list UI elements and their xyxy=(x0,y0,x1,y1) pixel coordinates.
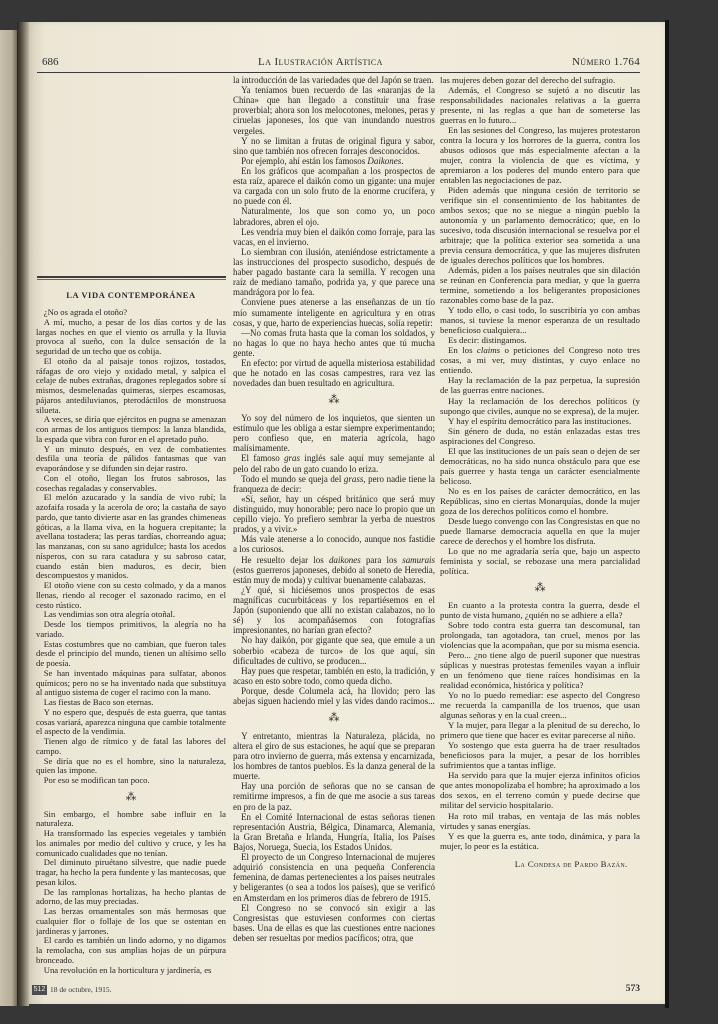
paragraph: El que las instituciones de un país sean o dejen de ser democráticas, no ha sido nunca obstáculo para que ese país guerree y hasta tenga un carácter esencialmente belicoso. xyxy=(440,445,640,486)
text-run: (estos guerreros japoneses, debido al soneto de Heredia, están muy de moda) y cultivar buenamente calabazas. xyxy=(233,564,435,585)
paragraph: Del diminuto piruétano silvestre, que nadie puede tragar, ha hecho la pera fundente y las mantecosas, que pesan kilos. xyxy=(36,857,226,887)
text-run: o peticiones del Congreso noto tres cosas, a mi ver, muy distintas, y cuyo enlace no entiendo. xyxy=(440,345,640,376)
paragraph: Se diría que no es el hombre, sino la naturaleza, quien las impone. xyxy=(36,755,226,776)
paragraph: Y la mujer, para llegar a la plenitud de su derecho, lo primero que tiene que hacer es evitar parecerse al niño. xyxy=(440,720,640,741)
paragraph: Además, el Congreso se sujetó a no discutir las responsabilidades nacionales relativas a la guerra presente, ni las reglas a que han de someterse las guerras en lo futuro... xyxy=(440,85,640,126)
column-text xyxy=(233,75,435,943)
paragraph: El melón azucarado y la sandía de vivo rubí; la azofaifa rosada y la acerola de oro; la castaña de sayo pardo, que tanto divierte asar en las grandes chimeneas góticas, a la llama viva, en la hoguera crepitante; la avellana tostadera; las peras tardías, chorreando agua; las manzanas, con su sano agridulce; hasta los acedos nísperos, con su rara catadura y su sabroso catar, cuando están bien maduros, es decir, bien descompuestos y manidos. xyxy=(36,492,226,581)
paragraph: Ya teníamos buen recuerdo de las «naranjas de la China» que han llegado a constituir una frase proverbial; ahora son los melocotones, melones, peras y ciruelas japoneses, los que van inundando nuestros vergeles. xyxy=(233,85,435,136)
paragraph: Y no se limitan a frutas de original figura y sabor, sino que también nos ofrecen forrajes desconocidos. xyxy=(233,135,435,156)
paragraph: Yo no lo puedo remediar: ese aspecto del Congreso me recuerda la campanilla de los truenos, que usan algunas señoras y en la cual creen... xyxy=(440,690,640,721)
paragraph: Hay la reclamación de la paz perpetua, la supresión de las guerras entre naciones. xyxy=(440,375,640,396)
author-signature: La Condesa de Pardo Bazán. xyxy=(514,858,628,869)
binding-shadow xyxy=(17,22,29,1006)
paragraph: «Sí, señor, hay un césped británico que será muy distinguido, muy honorable; pero nace lo propio que un cepillo viejo. Yo prefiero sembrar la yerba de nuestros prados, y a vivir.» xyxy=(233,493,435,535)
paragraph xyxy=(233,555,435,585)
issue-number: Número 1.764 xyxy=(572,56,640,68)
text-run: inglés sale aquí muy semejante al pelo del rabo de un gato cuando lo eriza. xyxy=(233,453,435,474)
paragraph: Yo soy del número de los inquietos, que sienten un estímulo que les obliga a estar siempre experimentando; pero confieso que, en materia agrícola, hago malísimamente. xyxy=(233,413,435,454)
paragraph: Y entretanto, mientras la Naturaleza, plácida, no altera el giro de sus estaciones, he aquí que se preparan para otro invierno de guerra, más extensa y encarnizada, los hombres de tantos pueblos. Es la danza general de la muerte. xyxy=(233,730,435,782)
paragraph: —No comas fruta hasta que la coman los soldados, y no hagas lo que no haya hecho antes que tú mucha gente. xyxy=(233,327,435,358)
paragraph: El otoño da al paisaje tonos rojizos, tostados, ráfagas de oro viejo y oxidado metal, y salpica el celaje de nubes extrañas, dragones replegados sobre sí mismos, desmelenadas quimeras, sierpes escamosas, pájaros antediluvianos, pterodáctilos de monstruosa silueta. xyxy=(36,355,226,415)
section-separator: ⁂ xyxy=(125,789,137,803)
paragraph: ¿Y qué, si hiciésemos unos prospectos de esas magníficas cucurbitáceas y los repartiésemos en el Japón (suponiendo que allí no existan calabazos, no lo sé) y los acompañásemos con fotografías impresionantes, no harían gran efecto? xyxy=(233,584,435,636)
header-rule xyxy=(37,72,640,73)
paragraph: Por eso se modifican tan poco. xyxy=(43,775,150,785)
paragraph: Desde luego convengo con las Congresistas en que no puede llamarse democracia aquella en que la mujer carece de derechos y el hombre los disfruta. xyxy=(440,515,640,546)
paragraph: Yo sostengo que esta guerra ha de traer resultados beneficiosos para la mujer, a pesar de los horribles sufrimientos que a tantas inflige. xyxy=(440,740,640,771)
paragraph: De las ramplonas hortalizas, ha hecho plantas de adorno, de las muy preciadas. xyxy=(36,886,226,907)
paragraph: Lo que no me agradaría sería que, bajo un aspecto feminista y social, se rebozase una mera parcialidad política. xyxy=(440,545,640,576)
paragraph: Piden además que ninguna cesión de territorio se verifique sin el consentimiento de los habitantes de ambos sexos; que no se niegue a ningún pueblo la autonomía y un parlamento democrático; que, en lo sucesivo, toda discusión internacional se resuelva por el arbitraje; que la política exterior sea sometida a una previa censura democrática, y que las mujeres disfruten de iguales derechos políticos que los hombres. xyxy=(440,185,640,266)
section-separator: ⁂ xyxy=(534,580,546,594)
paragraph: En efecto: por virtud de aquella misteriosa estabilidad que he notado en las cosas campestres, rara vez las novedades dan buen resultado en agricultura. xyxy=(233,358,435,389)
paragraph: Sin género de duda, no están enlazadas estas tres aspiraciones del Congreso. xyxy=(440,425,640,446)
paragraph: Sin embargo, el hombre sabe influir en la naturaleza. xyxy=(36,808,226,829)
column-text xyxy=(440,75,640,851)
text-run: El famoso xyxy=(241,453,285,464)
paragraph: En el Comité Internacional de estas señoras tienen representación Austria, Bélgica, Dinamarca, Alemania, la Gran Bretaña e Irlanda, Hungría, Italia, los Países Bajos, Noruega, Suecia, los Estados Unidos. xyxy=(233,811,435,853)
italic-word: gras xyxy=(284,453,300,464)
publication-title: La Ilustración Artística xyxy=(258,56,383,68)
italic-word: samurais xyxy=(402,554,435,565)
paragraph: Pero... ¿no tiene algo de pueril suponer que nuestras súplicas y nuestras protestas femeniles vayan a influir en un fenómeno que tiene raíces hondísimas en la realidad económica, histórica y política? xyxy=(440,650,640,691)
paragraph xyxy=(233,156,435,166)
article-column-1 xyxy=(36,308,226,982)
paragraph: las mujeres deben gozar del derecho del sufragio. xyxy=(440,75,616,85)
paragraph: Y hay el espíritu democrático para las instituciones. xyxy=(447,415,632,426)
text-run: En los xyxy=(447,345,477,356)
page-edge xyxy=(665,20,669,1008)
paragraph: Las vendimias son otra alegría otoñal. xyxy=(43,609,176,620)
paragraph: Naturalmente, los que son como yo, un poco labradores, abren el ojo. xyxy=(233,206,435,227)
paragraph: Y todo ello, o casi todo, lo suscribiría yo con ambas manos, si tuviese la menor esperanza de un resultado beneficioso cualquiera... xyxy=(440,305,640,336)
article-column-3 xyxy=(440,75,640,877)
text-run: , pero nadie tiene la franqueza de decir: xyxy=(233,473,435,494)
paragraph: El otoño viene con su cesto colmado, y da a manos llenas, riendo al recoger el sazonado racimo, en el cesto rústico. xyxy=(36,580,226,610)
column-text xyxy=(36,308,226,975)
paragraph: El Congreso no se convocó sin exigir a las Congresistas que estuviesen conformes con ciertas bases. Una de ellas es que las cuestiones entre naciones deben ser resueltas por medios pacíficos; otra, que xyxy=(233,902,435,943)
paragraph: Más vale atenerse a lo conocido, aunque nos fastidie a los curiosos. xyxy=(233,534,435,555)
paragraph xyxy=(233,453,435,473)
paragraph: En los gráficos que acompañan a los prospectos de esta raíz, aparece el daikón como un gigante: una mujer va cargada con un solo fruto de la enorme crucífera, y no puede con él. xyxy=(233,165,435,207)
italic-word: grass xyxy=(343,473,364,484)
paragraph: Y es que la guerra es, ante todo, dinámica, y para la mujer, lo peor es la estática. xyxy=(440,830,640,851)
section-separator: ⁂ xyxy=(328,393,340,407)
paragraph: Y no espero que, después de esta guerra, que tantas cosas variará, aparezca ninguna que cambie totalmente el aspecto de la vendimia. xyxy=(36,706,226,737)
section-title: LA VIDA CONTEMPORÁNEA xyxy=(66,290,196,300)
page-number-right: 573 xyxy=(625,984,640,994)
paragraph: Con el otoño, llegan los frutos sabrosos, las cosechas regaladas y conservables. xyxy=(36,472,226,493)
paragraph: Las berzas ornamentales son más hermosas que cualquier flor o follaje de los que se ostentan en jardineras y jarrones. xyxy=(36,906,226,936)
section-divider xyxy=(37,276,226,280)
paragraph: Tienen algo de rítmico y de fatal las labores del campo. xyxy=(36,736,226,756)
paragraph: En las sesiones del Congreso, las mujeres protestaron contra la locura y los horrores de la guerra, contra los abusos odiosos que más especialmente afectan a la mujer, contra la violencia de que es víctima, y apremiaron a los poderes del mundo entero para que entablen las negociaciones de paz. xyxy=(440,125,640,186)
paragraph: A veces, se diría que ejércitos en pugna se amenazan con armas de los antiguos tiempos: la lanza blandida, la espada que vibra con furor en el apretado puño. xyxy=(36,414,226,444)
text-run: Todo el mundo se queja del xyxy=(241,473,344,484)
paragraph: Estas costumbres que no cambian, que fueron tales desde el principio del mundo, tienen un altísimo sello de poesía. xyxy=(36,638,226,668)
text-run: Por ejemplo, ahí están los famosos xyxy=(241,155,368,166)
issue-date: 18 de octubre, 1915. xyxy=(50,985,112,994)
paragraph: En cuanto a la protesta contra la guerra, desde el punto de vista humano, ¿quién no se adhiere a ella? xyxy=(440,600,640,621)
section-separator: ⁂ xyxy=(328,711,340,725)
paragraph: Una revolución en la horticultura y jardinería, es xyxy=(43,964,212,975)
paragraph: No hay daikón, por gigante que sea, que emule a un soberbio «cabeza de turco» de los que aquí, sin dificultades de cultivo, se producen... xyxy=(233,635,435,666)
paragraph: Ha roto mil trabas, en ventaja de las más nobles virtudes y sanas energías. xyxy=(440,810,640,831)
paragraph: No es en los países de carácter democrático, en las Repúblicas, sino en ciertas Monarquías, donde la mujer goza de los derechos políticos como el hombre. xyxy=(440,485,640,516)
paragraph: Desde los tiempos primitivos, la alegría no ha variado. xyxy=(36,619,226,639)
italic-word: claims xyxy=(476,345,501,356)
paragraph xyxy=(440,345,640,375)
paragraph: El cardo es también un lindo adorno, y no digamos la remolacha, con sus amplias hojas de un púrpura bronceado. xyxy=(36,935,226,965)
paragraph: la introducción de las variedades que del Japón se traen. xyxy=(233,75,434,85)
paragraph: Hay la reclamación de los derechos políticos (y supongo que civiles, aunque no se expresa), de la mujer. xyxy=(440,395,640,416)
paragraph: Ha servido para que la mujer ejerza infinitos oficios que antes monopolizaba el hombre; ha aproximado a los dos sexos, en el terreno común y puede decirse que militar del servicio hospitalario. xyxy=(440,770,640,811)
paragraph: Y un minuto después, en vez de combatientes desfila una teoría de pálidos fantasmas que van evaporándose y se difunden sin dejar rastro. xyxy=(36,443,226,473)
paragraph: Ha transformado las especies vegetales y también los animales por medio del cultivo y cruce, y les ha comunicado cualidades que no tenían. xyxy=(36,828,226,858)
text-run: para los xyxy=(360,554,403,565)
paragraph: Hay pues que respetar, también en esto, la tradición, y acaso en esto sobre todo, como queda dicho. xyxy=(233,665,435,686)
paragraph: Porque, desde Columela acá, ha llovido; pero las abejas siguen haciendo miel y las vides dando racimos... xyxy=(233,685,435,707)
paragraph: Hay una porción de señoras que no se cansan de remitirme impresos, a fin de que me asocie a sus tareas en pro de la paz. xyxy=(233,781,435,812)
paragraph: Es decir: distingamos. xyxy=(447,335,527,346)
paragraph: ¿No os agrada el otoño? xyxy=(43,308,128,317)
italic-word: Daikones xyxy=(367,155,402,166)
paragraph: El proyecto de un Congreso Internacional de mujeres adquirió consistencia en una pequeña Conferencia femenina, de damas pertenecientes a los países neutrales y beligerantes (o sea a todos los países), que se verificó en Amsterdam en los primeros días de febrero de 1915. xyxy=(233,852,435,903)
paragraph: Lo siembran con ilusión, ateniéndose estrictamente a las instrucciones del prospecto susodicho, después de haber pagado bastante cara la semilla. Y recogen una raíz de mediano tamaño, podrida ya, y que parece una mandrágora por lo fea. xyxy=(233,246,435,298)
paragraph: Se han inventado máquinas para sulfatar, abonos químicos; pero no se ha inventado nada que substituya al antiguo sistema de coger el racimo con la mano. xyxy=(36,667,226,698)
text-run: . xyxy=(401,155,404,166)
article-column-2 xyxy=(233,75,435,959)
page-number-left: 686 xyxy=(42,56,59,68)
previous-page-edge xyxy=(0,30,17,1006)
paragraph xyxy=(233,474,435,494)
text-run: He resuelto dejar los xyxy=(241,554,329,565)
paragraph: Les vendría muy bien el daikón como forraje, para las vacas, en el invierno. xyxy=(233,226,435,247)
paragraph: Sobre todo contra esta guerra tan descomunal, tan prolongada, tan agotadora, tan cruel, menos por las violencias que la acompañan, que por su misma esencia. xyxy=(440,620,640,651)
paragraph: Además, piden a los países neutrales que sin dilación se reúnan en Conferencia para mediar, y que la guerra termine, sometiendo a los beligerantes proposiciones razonables como base de la paz. xyxy=(440,265,640,306)
paragraph: A mí, mucho, a pesar de los días cortos y de las largas noches en que el viento os arrulla y la lluvia provoca al sueño, con la dulce sensación de la seguridad de un techo que os cobija. xyxy=(36,316,226,356)
archive-stamp: 512 xyxy=(33,986,46,993)
paragraph: Conviene pues atenerse a las enseñanzas de un tío mío sumamente inteligente en agricultura y en otras cosas, y que, harto de experiencias huecas, solía repetir: xyxy=(233,297,435,328)
italic-word: daikones xyxy=(328,554,361,565)
paragraph: Las fiestas de Baco son eternas. xyxy=(43,697,154,707)
